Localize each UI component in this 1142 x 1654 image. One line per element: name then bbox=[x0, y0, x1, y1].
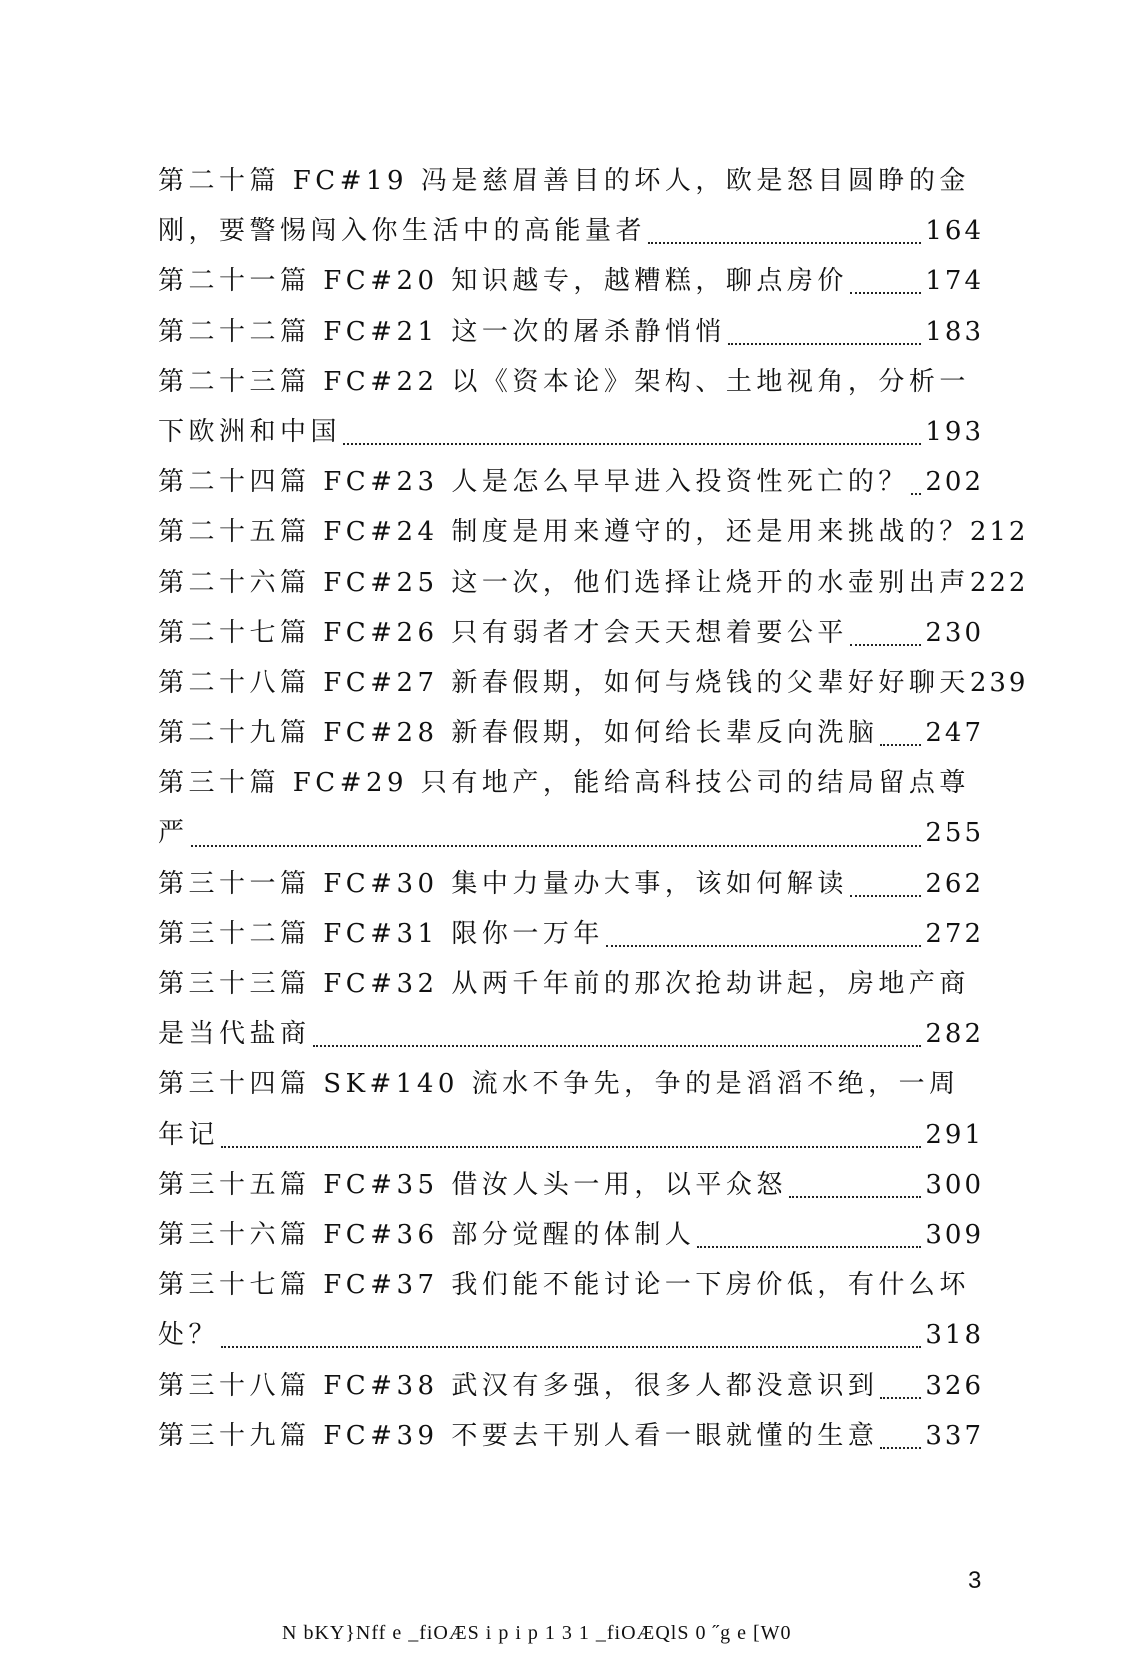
toc-line-text: 第三十篇 FC#29 只有地产，能给高科技公司的结局留点尊 bbox=[158, 768, 970, 799]
dot-leader bbox=[880, 1397, 921, 1399]
toc-line-text: 第三十六篇 FC#36 部分觉醒的体制人 bbox=[158, 1219, 696, 1250]
dot-leader bbox=[313, 1045, 922, 1047]
toc-line-text: 第二十八篇 FC#27 新春假期，如何与烧钱的父辈好好聊天 bbox=[158, 667, 970, 698]
toc-page-number: 174 bbox=[925, 266, 984, 297]
toc-line bbox=[158, 457, 984, 507]
toc-line-text: 第二十九篇 FC#28 新春假期，如何给长辈反向洗脑 bbox=[158, 718, 879, 749]
toc-line bbox=[158, 859, 984, 909]
toc-line bbox=[158, 206, 984, 256]
toc-page-number: 183 bbox=[925, 316, 984, 347]
dot-leader bbox=[221, 1146, 921, 1148]
toc-line-text: 严 bbox=[158, 818, 189, 849]
table-of-contents bbox=[158, 156, 1029, 1461]
dot-leader bbox=[343, 443, 921, 445]
toc-page-number: 239 bbox=[969, 667, 1029, 698]
toc-page-number: 193 bbox=[925, 416, 984, 447]
toc-line bbox=[158, 1110, 984, 1160]
toc-line bbox=[158, 256, 984, 306]
toc-page-number: 337 bbox=[925, 1420, 984, 1451]
toc-page-number: 247 bbox=[925, 718, 984, 749]
dot-leader bbox=[191, 845, 922, 847]
toc-line-text: 刚，要警惕闯入你生活中的高能量者 bbox=[158, 216, 647, 247]
toc-page-number: 326 bbox=[925, 1370, 984, 1401]
toc-line-text: 第三十三篇 FC#32 从两千年前的那次抢劫讲起，房地产商 bbox=[158, 969, 970, 999]
dot-leader bbox=[880, 1447, 921, 1449]
toc-line bbox=[158, 959, 984, 1009]
toc-line-text: 是当代盐商 bbox=[158, 1019, 311, 1050]
toc-line bbox=[158, 1260, 984, 1310]
toc-page-number: 282 bbox=[925, 1019, 984, 1050]
toc-line-text: 第二十篇 FC#19 冯是慈眉善目的坏人，欧是怒目圆睁的金 bbox=[158, 166, 970, 196]
toc-line-text: 第三十九篇 FC#39 不要去干别人看一眼就懂的生意 bbox=[158, 1420, 879, 1451]
toc-line-text: 第二十三篇 FC#22 以《资本论》架构、土地视角，分析一 bbox=[158, 366, 970, 397]
toc-line bbox=[158, 558, 1029, 608]
footer-text: N bKY}Nff e _fiOÆS i p i p 1 3 1 _fiOÆQlS 0 ˝g e [W0 bbox=[282, 1622, 792, 1644]
dot-leader bbox=[606, 945, 922, 947]
toc-page-number: 212 bbox=[969, 517, 1029, 548]
dot-leader bbox=[697, 1246, 921, 1248]
toc-line bbox=[158, 357, 984, 407]
toc-page-number: 300 bbox=[925, 1169, 984, 1200]
toc-page-number: 255 bbox=[925, 818, 984, 849]
dot-leader bbox=[221, 1346, 921, 1348]
toc-line-text: 第二十五篇 FC#24 制度是用来遵守的，还是用来挑战的？ bbox=[158, 517, 970, 548]
toc-page-number: 272 bbox=[925, 918, 984, 949]
toc-line-text: 第二十二篇 FC#21 这一次的屠杀静悄悄 bbox=[158, 316, 726, 347]
toc-line bbox=[158, 307, 984, 357]
dot-leader bbox=[789, 1196, 922, 1198]
toc-line bbox=[158, 1361, 984, 1411]
toc-page-number: 262 bbox=[925, 868, 984, 899]
toc-line-text: 第三十七篇 FC#37 我们能不能讨论一下房价低，有什么坏 bbox=[158, 1270, 970, 1301]
toc-line bbox=[158, 156, 984, 206]
toc-line bbox=[158, 1310, 984, 1360]
dot-leader bbox=[850, 644, 922, 646]
toc-page-number: 291 bbox=[925, 1119, 984, 1150]
toc-line-text: 第二十六篇 FC#25 这一次，他们选择让烧开的水壶别出声 bbox=[158, 567, 970, 598]
toc-line bbox=[158, 1009, 984, 1059]
toc-line bbox=[158, 758, 984, 808]
dot-leader bbox=[728, 343, 922, 345]
toc-line bbox=[158, 407, 984, 457]
toc-line-text: 第三十二篇 FC#31 限你一万年 bbox=[158, 918, 604, 949]
toc-line bbox=[158, 1160, 984, 1210]
page-number: 3 bbox=[968, 1567, 982, 1594]
toc-page-number: 222 bbox=[969, 567, 1029, 598]
toc-page-number: 309 bbox=[925, 1219, 984, 1250]
dot-leader bbox=[880, 744, 921, 746]
toc-line bbox=[158, 909, 984, 959]
toc-page-number: 230 bbox=[925, 617, 984, 648]
toc-page-number: 318 bbox=[925, 1320, 984, 1351]
toc-line-text: 第三十五篇 FC#35 借汝人头一用，以平众怒 bbox=[158, 1169, 787, 1200]
toc-line bbox=[158, 808, 984, 858]
toc-line-text: 年记 bbox=[158, 1119, 220, 1150]
toc-line-text: 第二十七篇 FC#26 只有弱者才会天天想着要公平 bbox=[158, 617, 848, 648]
toc-line bbox=[158, 658, 1029, 708]
toc-line bbox=[158, 1411, 984, 1461]
dot-leader bbox=[850, 292, 922, 294]
toc-page-number: 202 bbox=[925, 467, 984, 498]
toc-line-text: 第三十一篇 FC#30 集中力量办大事，该如何解读 bbox=[158, 868, 848, 899]
toc-line-text: 下欧洲和中国 bbox=[158, 416, 342, 447]
toc-line-text: 第二十四篇 FC#23 人是怎么早早进入投资性死亡的？ bbox=[158, 467, 909, 498]
toc-line bbox=[158, 708, 984, 758]
toc-line bbox=[158, 1059, 984, 1109]
toc-page-number: 164 bbox=[925, 216, 984, 247]
toc-line-text: 第三十四篇 SK#140 流水不争先，争的是滔滔不绝，一周 bbox=[158, 1069, 960, 1100]
toc-line bbox=[158, 507, 1029, 557]
toc-line bbox=[158, 1210, 984, 1260]
toc-line-text: 处？ bbox=[158, 1320, 220, 1351]
toc-line-text: 第二十一篇 FC#20 知识越专，越糟糕，聊点房价 bbox=[158, 266, 848, 297]
dot-leader bbox=[911, 493, 922, 495]
toc-line-text: 第三十八篇 FC#38 武汉有多强，很多人都没意识到 bbox=[158, 1370, 879, 1401]
dot-leader bbox=[850, 895, 922, 897]
toc-line bbox=[158, 608, 984, 658]
dot-leader bbox=[648, 242, 921, 244]
